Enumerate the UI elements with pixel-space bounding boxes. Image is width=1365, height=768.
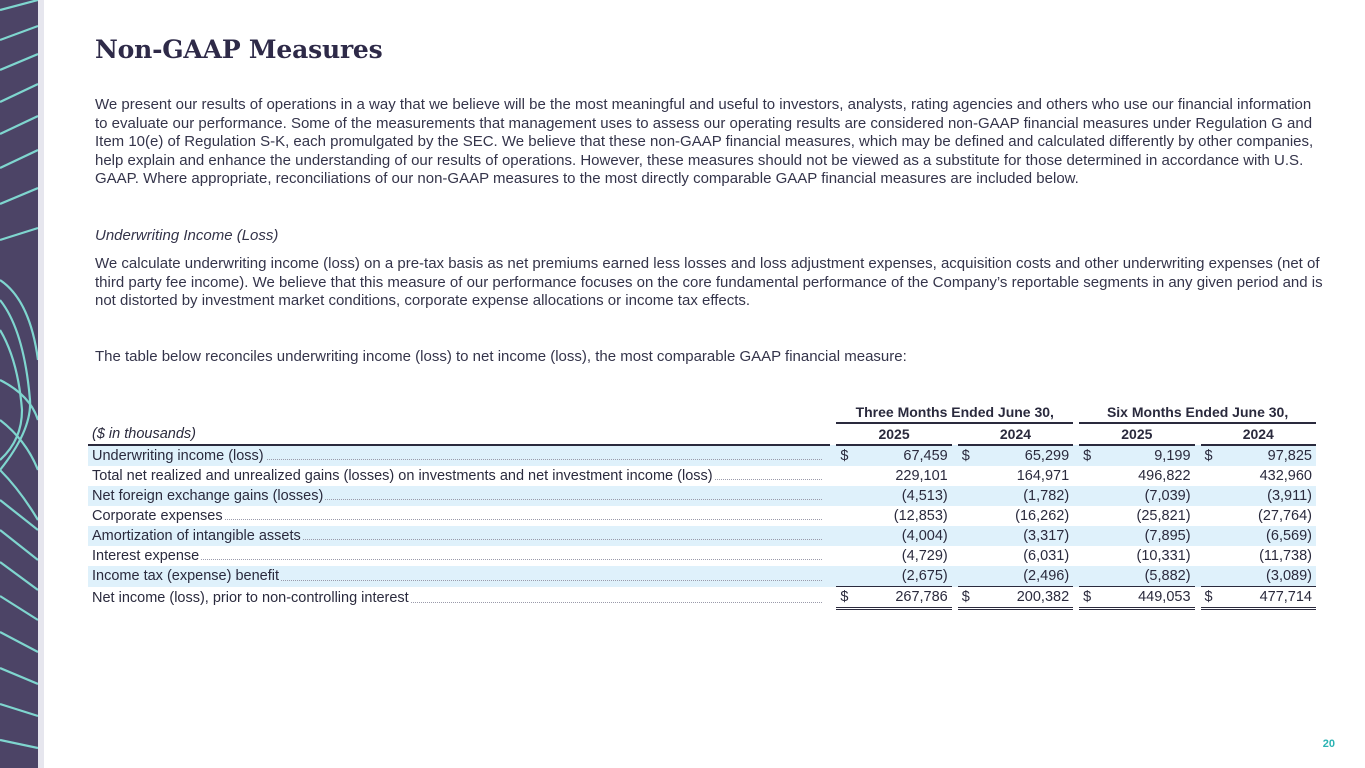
table-cell: (3,089) [1201,566,1316,587]
table-row [88,466,1316,486]
table-cell: (6,569) [1201,526,1316,546]
currency-symbol: $ [840,448,849,464]
currency-symbol: $ [1204,448,1213,464]
table-cell: (11,738) [1259,548,1312,564]
table-cell: $ 9,199 [1079,445,1194,466]
table-cell: (4,004) [836,526,951,546]
table-cell: (25,821) [1136,508,1191,524]
table-row [88,526,1316,546]
table-cell: (10,331) [1136,548,1191,564]
page-number: 20 [1322,738,1335,750]
intro-paragraph: We present our results of operations in a way that we believe will be the most meaningful and useful to investors, analysts, rating agencies and others who use our financial information to evaluate our performance. Some of the measurements that management uses to assess our operating results are considered non-GAAP financial measures under Regulation G and Item 10(e) of Regulation S-K, each promulgated by the SEC. We believe that these non-GAAP financial measures, which may be defined and calculated differently by other companies, help explain and enhance the understanding of our results of operations. However, these measures should not be viewed as a substitute for those determined in accordance with U.S. GAAP. Where appropriate, reconciliations of our non-GAAP measures to the most directly comparable GAAP financial measures are included below. [95,96,1314,187]
table-cell: (7,895) [1079,526,1194,546]
table-row [88,445,1316,466]
table-cell: (3,317) [958,526,1073,546]
table-cell: 164,971 [1016,468,1070,484]
units-label: ($ in thousands) [88,423,830,445]
currency-symbol: $ [1204,589,1213,605]
table-cell: $ 267,786 [836,587,951,609]
six-months-header: Six Months Ended June 30, [1079,401,1316,423]
table-cell: 229,101 [895,468,948,484]
table-cell: (7,039) [1079,486,1194,506]
table-total-row [88,587,1316,609]
currency-symbol: $ [1083,448,1092,464]
table-group-header-row [88,401,1316,423]
year-header: 2025 [836,423,951,445]
table-row [88,566,1316,587]
page-title: Non-GAAP Measures [95,35,383,64]
three-months-header: Three Months Ended June 30, [836,401,1073,423]
side-band-edge [38,0,44,768]
table-year-header-row [88,423,1316,445]
row-label: Total net realized and unrealized gains (losses) on investments and net investment income (loss) [92,468,713,484]
decorative-side-band [0,0,38,768]
reconciliation-table [88,401,1316,610]
table-cell: $ 97,825 [1201,445,1316,466]
table-cell: $ 200,382 [958,587,1073,609]
table-cell: $ 477,714 [1201,587,1316,609]
table-cell: $ 65,299 [958,445,1073,466]
currency-symbol: $ [1083,589,1092,605]
currency-symbol: $ [961,448,970,464]
currency-symbol: $ [961,589,970,605]
table-cell: (2,496) [958,566,1073,587]
table-row [88,486,1316,506]
currency-symbol: $ [840,589,849,605]
table-row [88,546,1316,566]
table-cell: (4,729) [901,548,948,564]
table-cell: (6,031) [1023,548,1070,564]
year-header: 2024 [958,423,1073,445]
section-subheading: Underwriting Income (Loss) [95,227,279,244]
definition-paragraph: We calculate underwriting income (loss) on a pre-tax basis as net premiums earned less losses and loss adjustment expenses, acquisition costs and other underwriting expenses (net of third party fee income). We believe that this measure of our performance focuses on the core fundamental performance of the Company’s reportable segments in any given period and is not distorted by investment market conditions, corporate expense allocations or income tax effects. [95,255,1323,309]
table-cell: (5,882) [1079,566,1194,587]
table-cell: 496,822 [1138,468,1191,484]
row-label: Amortization of intangible assets [92,528,301,544]
table-cell: (16,262) [1015,508,1070,524]
table-row [88,506,1316,526]
table-cell: 432,960 [1259,468,1312,484]
row-label: Underwriting income (loss) [92,448,264,464]
table-cell: $ 67,459 [836,445,951,466]
year-header: 2024 [1201,423,1316,445]
table-cell: (4,513) [836,486,951,506]
row-label: Corporate expenses [92,508,223,524]
row-label: Income tax (expense) benefit [92,568,279,585]
year-header: 2025 [1079,423,1194,445]
row-label: Interest expense [92,548,200,564]
table-cell: (1,782) [958,486,1073,506]
table-cell: $ 449,053 [1079,587,1194,609]
table-cell: (27,764) [1257,508,1312,524]
table-cell: (3,911) [1201,486,1316,506]
table-cell: (12,853) [893,508,948,524]
row-label: Net income (loss), prior to non-controlling interest [92,589,409,606]
table-cell: (2,675) [836,566,951,587]
wave-pattern-graphic [0,0,38,768]
table-intro-paragraph: The table below reconciles underwriting income (loss) to net income (loss), the most comparable GAAP financial measure: [95,348,907,365]
row-label: Net foreign exchange gains (losses) [92,488,324,504]
